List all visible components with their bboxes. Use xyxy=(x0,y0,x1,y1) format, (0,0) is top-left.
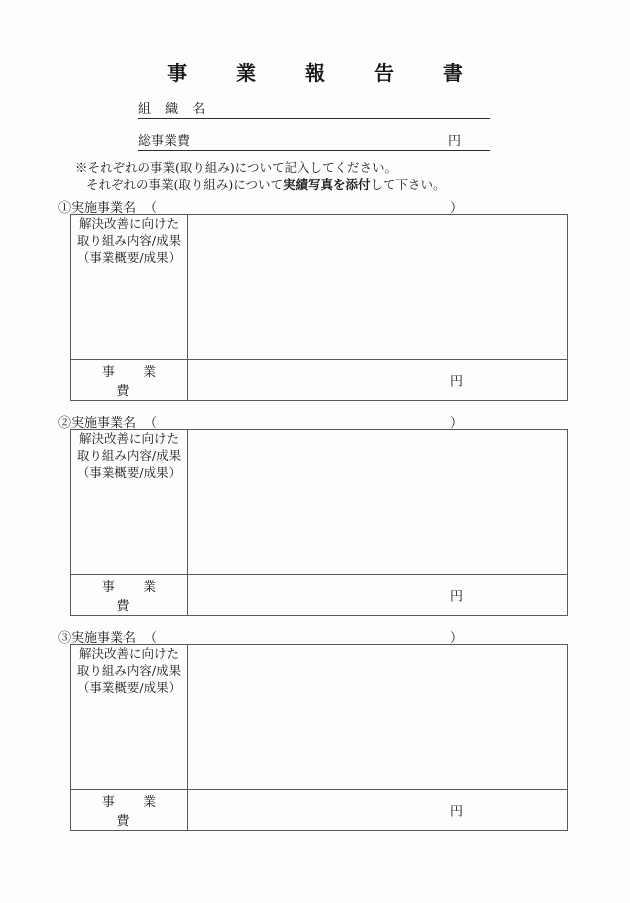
content-label-line-3: （事業概要/成果） xyxy=(76,680,182,695)
project-section-1 xyxy=(58,197,570,399)
cost-unit-1: 円 xyxy=(450,374,464,390)
total-project-cost-unit: 円 xyxy=(448,134,462,149)
table-row xyxy=(71,430,568,575)
project-section-1-number: ① xyxy=(58,201,72,216)
table-row xyxy=(71,215,568,360)
project-section-1-table xyxy=(70,214,568,401)
content-label-cell-2 xyxy=(71,430,188,575)
project-section-2-header xyxy=(58,412,570,430)
cost-label-cell-1: 事 業 費 xyxy=(71,360,188,401)
instruction-note-line-2-suffix: して下さい。 xyxy=(370,176,446,192)
project-section-1-header xyxy=(58,197,570,215)
organization-name-field[interactable] xyxy=(138,96,490,119)
project-section-2-title-label: 実施事業名 xyxy=(71,416,137,431)
project-section-1-paren-close: ） xyxy=(450,201,464,216)
content-label-line-3: （事業概要/成果） xyxy=(76,465,182,480)
project-section-3-paren-close: ） xyxy=(450,631,464,646)
content-label-cell-3 xyxy=(71,645,188,790)
project-section-2-table xyxy=(70,429,568,616)
project-section-3-cost-input[interactable] xyxy=(188,790,568,831)
project-section-3 xyxy=(58,627,570,829)
instruction-note-line-2-prefix: それぞれの事業(取り組み)について xyxy=(86,176,284,192)
project-section-1-paren-open: （ xyxy=(144,201,158,216)
project-section-3-paren-open: （ xyxy=(144,631,158,646)
content-label-line-1: 解決改善に向けた xyxy=(78,431,179,446)
project-section-3-title-label: 実施事業名 xyxy=(71,631,137,646)
project-section-3-content-input[interactable] xyxy=(188,645,568,790)
content-label-line-2: 取り組み内容/成果 xyxy=(76,663,182,678)
cost-unit-2: 円 xyxy=(450,589,464,605)
content-label-line-2: 取り組み内容/成果 xyxy=(76,233,182,248)
content-label-line-1: 解決改善に向けた xyxy=(78,216,179,231)
cost-label-cell-2: 事 業 費 xyxy=(71,575,188,616)
project-section-3-number: ③ xyxy=(58,631,72,646)
total-project-cost-field[interactable] xyxy=(138,128,490,151)
total-project-cost-label: 総事業費 xyxy=(138,134,191,149)
project-section-2-cost-input[interactable] xyxy=(188,575,568,616)
project-section-3-table xyxy=(70,644,568,831)
project-section-2-paren-close: ） xyxy=(450,416,464,431)
cost-unit-3: 円 xyxy=(450,804,464,820)
page-title: 事 業 報 告 書 xyxy=(167,61,484,85)
table-row xyxy=(71,360,568,401)
instruction-note-line-2-emphasis: 実績写真を添付 xyxy=(283,176,371,192)
table-row xyxy=(71,645,568,790)
instruction-note-line-1: ※それぞれの事業(取り組み)について記入してください。 xyxy=(75,160,398,175)
content-label-line-3: （事業概要/成果） xyxy=(76,250,182,265)
content-label-line-2: 取り組み内容/成果 xyxy=(76,448,182,463)
project-section-2-paren-open: （ xyxy=(144,416,158,431)
project-section-1-title-label: 実施事業名 xyxy=(71,201,137,216)
content-label-cell-1 xyxy=(71,215,188,360)
cost-label-cell-3: 事 業 費 xyxy=(71,790,188,831)
project-section-1-cost-input[interactable] xyxy=(188,360,568,401)
project-section-1-content-input[interactable] xyxy=(188,215,568,360)
organization-name-label: 組 織 名 xyxy=(138,102,211,117)
instruction-notes xyxy=(75,160,575,193)
table-row xyxy=(71,575,568,616)
project-section-2-content-input[interactable] xyxy=(188,430,568,575)
content-label-line-1: 解決改善に向けた xyxy=(78,646,179,661)
project-section-3-header xyxy=(58,627,570,645)
table-row xyxy=(71,790,568,831)
project-section-2 xyxy=(58,412,570,614)
instruction-note-line-2 xyxy=(75,177,575,194)
project-section-2-number: ② xyxy=(58,416,72,431)
